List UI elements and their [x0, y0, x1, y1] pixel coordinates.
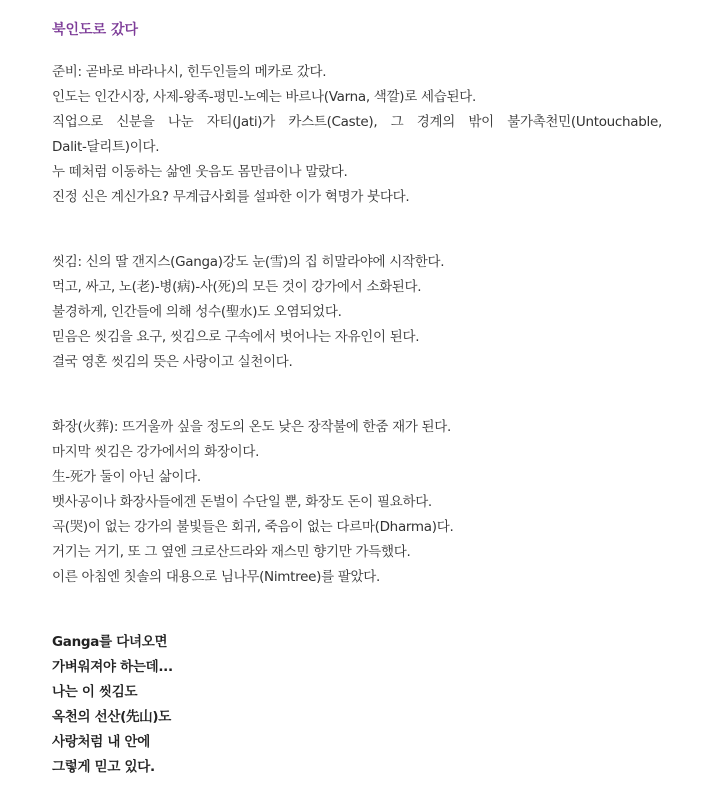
text-line: 인도는 인간시장, 사제-왕족-평민-노예는 바르나(Varna, 색깔)로 세습된다. [52, 89, 476, 105]
text-line: 生-死가 둘이 아닌 삶이다. [52, 469, 201, 485]
poem-line: 나는 이 씻김도 [52, 684, 138, 700]
text-line: 이른 아침엔 칫솔의 대용으로 님나무(Nimtree)를 팔았다. [52, 569, 381, 585]
paragraph-cleansing [52, 250, 662, 375]
paragraph-cremation [52, 415, 662, 590]
text-line: 믿음은 씻김을 요구, 씻김으로 구속에서 벗어나는 자유인이 된다. [52, 329, 420, 345]
post-title: 북인도로 갔다 [52, 22, 139, 38]
text-line: Dalit-달리트)이다. [52, 139, 160, 155]
poem-line: 사랑처럼 내 안에 [52, 734, 150, 750]
text-line: 씻김: 신의 딸 갠지스(Ganga)강도 눈(雪)의 집 히말라야에 시작한다. [52, 254, 445, 270]
text-line: 화장(火葬): 뜨거울까 싶을 정도의 온도 낮은 장작불에 한줌 재가 된다. [52, 419, 452, 435]
poem-line: 옥천의 선산(先山)도 [52, 709, 171, 725]
text-line: 준비: 곧바로 바라나시, 힌두인들의 메카로 갔다. [52, 64, 327, 80]
paragraph-spacer [52, 375, 662, 415]
text-line: 뱃사공이나 화장사들에겐 돈벌이 수단일 뿐, 화장도 돈이 필요하다. [52, 494, 432, 510]
paragraph-spacer [52, 590, 662, 630]
poem-line: Ganga를 다녀오면 [52, 634, 168, 650]
poem-line: 가벼워져야 하는데... [52, 659, 173, 675]
blog-post [52, 20, 662, 780]
text-line: 먹고, 싸고, 노(老)-병(病)-사(死)의 모든 것이 강가에서 소화된다. [52, 279, 422, 295]
text-line: 곡(哭)이 없는 강가의 불빛들은 회귀, 죽음이 없는 다르마(Dharma)다. [52, 519, 454, 535]
text-line: 불경하게, 인간들에 의해 성수(聖水)도 오염되었다. [52, 304, 342, 320]
text-line: 마지막 씻김은 강가에서의 화장이다. [52, 444, 260, 460]
text-line: 결국 영혼 씻김의 뜻은 사랑이고 실천이다. [52, 354, 293, 370]
text-line: 거기는 거기, 또 그 옆엔 크로산드라와 재스민 향기만 가득했다. [52, 544, 411, 560]
text-line: 누 떼처럼 이동하는 삶엔 웃음도 몸만큼이나 말랐다. [52, 164, 348, 180]
paragraph-preparation [52, 60, 662, 210]
paragraph-spacer [52, 210, 662, 250]
text-line: 진정 신은 계신가요? 무계급사회를 설파한 이가 혁명가 붓다다. [52, 189, 410, 205]
text-line: 직업으로 신분을 나눈 자티(Jati)가 카스트(Caste), 그 경계의 밖이 불가촉천민(Untouchable, [52, 114, 662, 130]
poem-line: 그렇게 믿고 있다. [52, 759, 155, 775]
poem [52, 630, 662, 780]
